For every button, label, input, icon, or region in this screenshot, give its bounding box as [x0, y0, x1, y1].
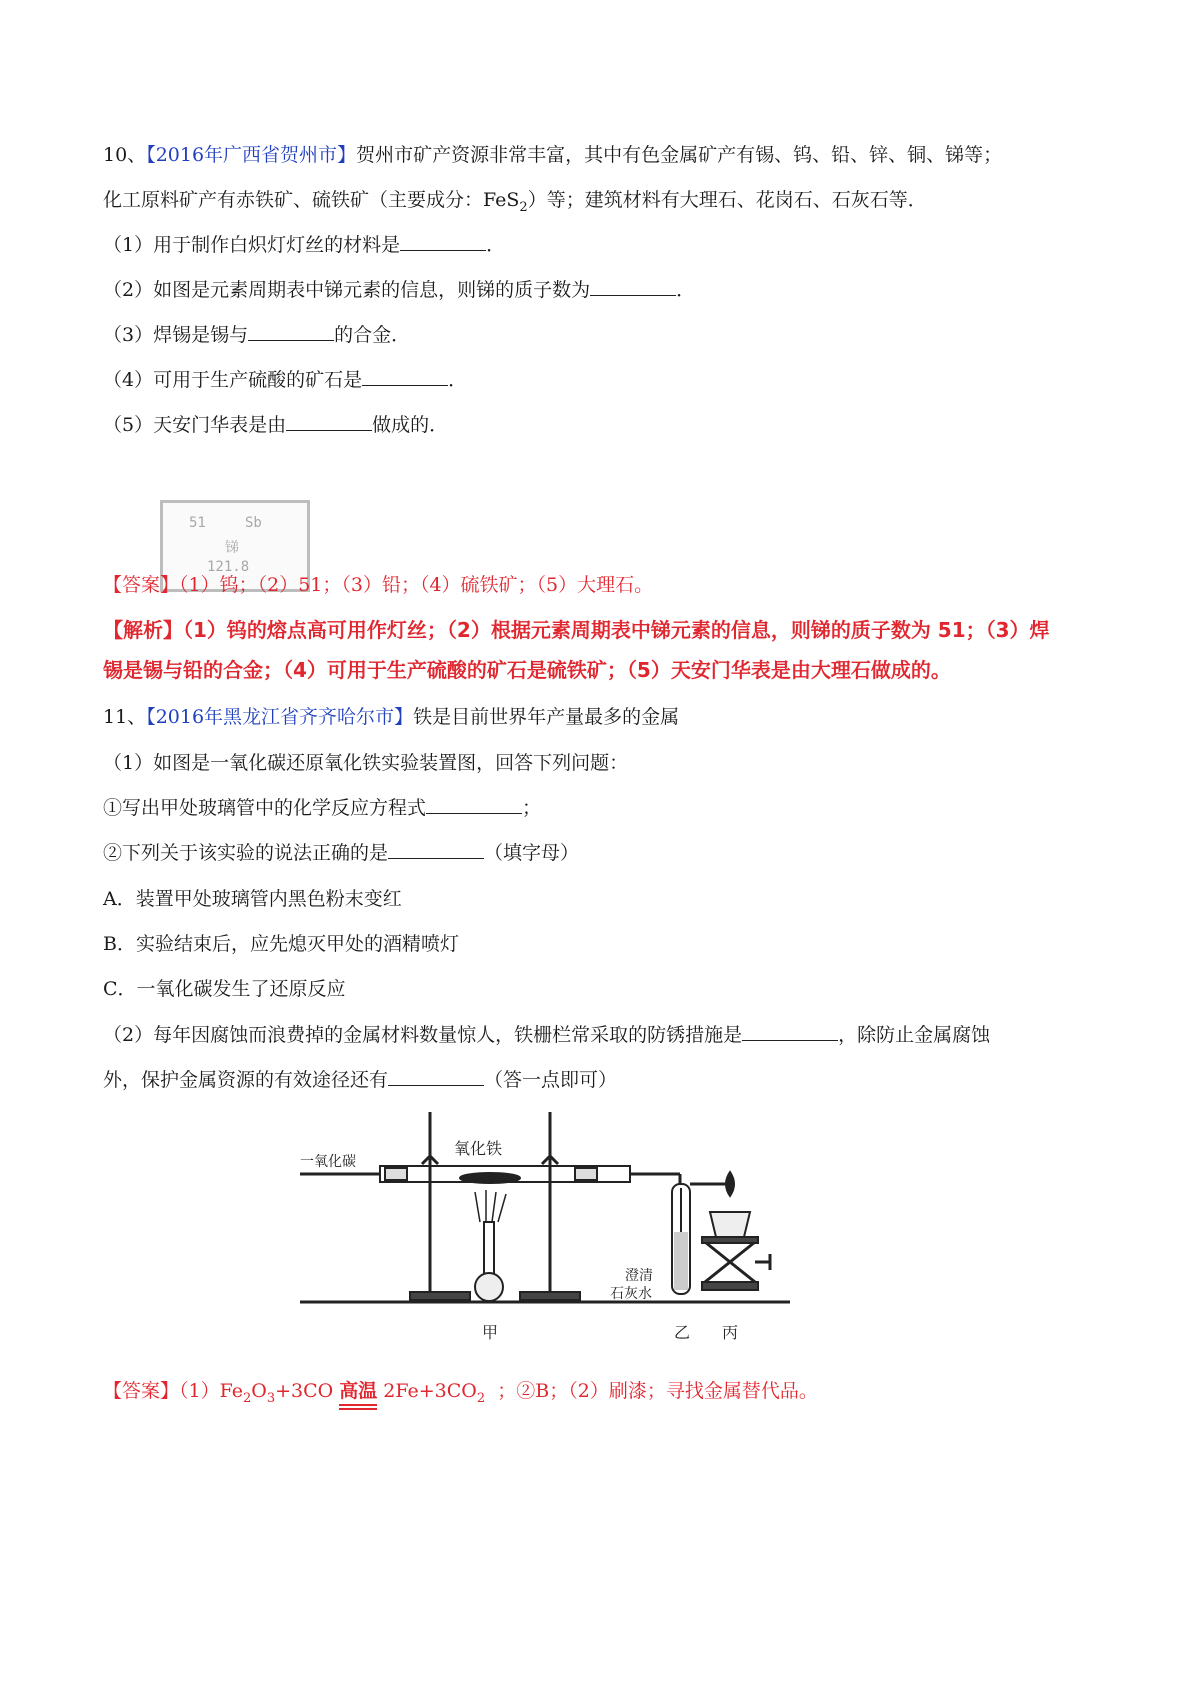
equals-sign — [339, 1404, 377, 1410]
q10-stem-line1 — [103, 142, 1002, 168]
co-reduction-apparatus-diagram — [290, 1102, 830, 1352]
label-yi: 乙 — [674, 1323, 691, 1342]
answer-blank[interactable] — [742, 1022, 838, 1041]
q10-source: 【2016年广西省贺州市】 — [146, 144, 357, 166]
alcohol-lamp — [710, 1212, 750, 1237]
limewater — [674, 1232, 688, 1290]
q11-sub1: ①写出甲处玻璃管中的化学反应方程式 ； — [103, 797, 542, 819]
answer-blank[interactable] — [400, 232, 486, 251]
answer-blank[interactable] — [286, 412, 372, 431]
q11-answer: 【答案】$(1)Fe_2O_3+3CO$ 高温 $2Fe+3CO_2$ ；②B；（2）刷漆；寻找金属替代品。 — [103, 1378, 818, 1404]
q10-analysis-line2: 锡是锡与铅的合金；（4）可用于生产硫酸的矿石是硫铁矿；（5）天安门华表是由大理石做成的。 — [103, 658, 951, 682]
q11-part2-line1: （2）每年因腐蚀而浪费掉的金属材料数量惊人，铁栅栏常采取的防锈措施是 ，除防止金属腐蚀 — [103, 1024, 991, 1046]
element-number: 51 — [189, 515, 206, 531]
element-name: 锑 — [225, 540, 239, 556]
answer-blank[interactable] — [362, 367, 448, 386]
reaction-condition: 高温 — [339, 1378, 377, 1404]
answer-blank[interactable] — [248, 322, 334, 341]
answer-blank[interactable] — [426, 795, 522, 814]
q10-analysis-line1: 【解析】（1）钨的熔点高可用作灯丝；（2）根据元素周期表中锑元素的信息，则锑的质子数为 51；（3）焊 — [103, 618, 1050, 642]
label-limewater-2: 石灰水 — [610, 1286, 652, 1302]
q10-stem-line2: 化工原料矿产有赤铁矿、硫铁矿（主要成分：FeS$_2$）等；建筑材料有大理石、花岗石、石灰石等． — [103, 189, 927, 215]
burner-tube — [484, 1222, 494, 1277]
q10-answer — [103, 572, 653, 598]
answer-text: （1）钨；（2）51；（3）铅；（4）硫铁矿；（5）大理石。 — [179, 574, 654, 596]
answer-blank[interactable] — [388, 1067, 484, 1086]
q11-option-c: C．一氧化碳发生了还原反应 — [103, 978, 346, 1000]
q10-part3: （3）焊锡是锡与 的合金． — [103, 324, 411, 346]
q11-sub2: ②下列关于该实验的说法正确的是 （填字母） — [103, 842, 580, 864]
analysis-tag: 【解析】 — [103, 618, 183, 642]
iron-oxide-powder — [460, 1173, 520, 1183]
answer-tag: 【答案】 — [103, 574, 180, 596]
stand-base-left — [410, 1292, 470, 1300]
element-mass: 121.8 — [207, 559, 250, 575]
label-bing: 丙 — [722, 1323, 739, 1342]
label-jia: 甲 — [482, 1323, 499, 1342]
q10-part5: （5）天安门华表是由 做成的． — [103, 414, 449, 436]
q11-part1: （1）如图是一氧化碳还原氧化铁实验装置图，回答下列问题： — [103, 752, 629, 774]
label-limewater-1: 澄清 — [625, 1268, 653, 1284]
flame-icon — [475, 1190, 506, 1222]
q10-stem-text1: 贺州市矿产资源非常丰富，其中有色金属矿产有锡、钨、铅、锌、铜、锑等； — [356, 144, 1003, 166]
answer-blank[interactable] — [388, 840, 484, 859]
q11-part2-line2: 外，保护金属资源的有效途径还有 （答一点即可） — [103, 1069, 618, 1091]
q10-part1: （1）用于制作白炽灯灯丝的材料是 ． — [103, 234, 506, 256]
element-symbol: Sb — [245, 515, 262, 531]
q10-part4: （4）可用于生产硫酸的矿石是 ． — [103, 369, 468, 391]
q11-option-a: A．装置甲处玻璃管内黑色粉末变红 — [103, 888, 402, 910]
q10-number: 10、 — [103, 144, 147, 166]
answer-blank[interactable] — [590, 277, 676, 296]
q11-number: 11、 — [103, 706, 147, 728]
burner-body — [475, 1273, 503, 1301]
label-iron-oxide: 氧化铁 — [454, 1139, 503, 1158]
stopper-left — [385, 1168, 407, 1180]
stopper-right — [575, 1168, 597, 1180]
tail-gas-flame-icon — [726, 1172, 734, 1196]
stand-base-right — [520, 1292, 580, 1300]
q10-part2: （2）如图是元素周期表中锑元素的信息，则锑的质子数为 ． — [103, 279, 696, 301]
lab-jack — [705, 1242, 755, 1282]
answer-tag: 【答案】 — [103, 1380, 180, 1402]
q11-source: 【2016年黑龙江省齐齐哈尔市】 — [146, 706, 414, 728]
label-co-inlet: 一氧化碳 — [300, 1154, 356, 1170]
q11-option-b: B．实验结束后，应先熄灭甲处的酒精喷灯 — [103, 933, 459, 955]
q11-stem: 11、【2016年黑龙江省齐齐哈尔市】铁是目前世界年产量最多的金属 — [103, 706, 680, 728]
